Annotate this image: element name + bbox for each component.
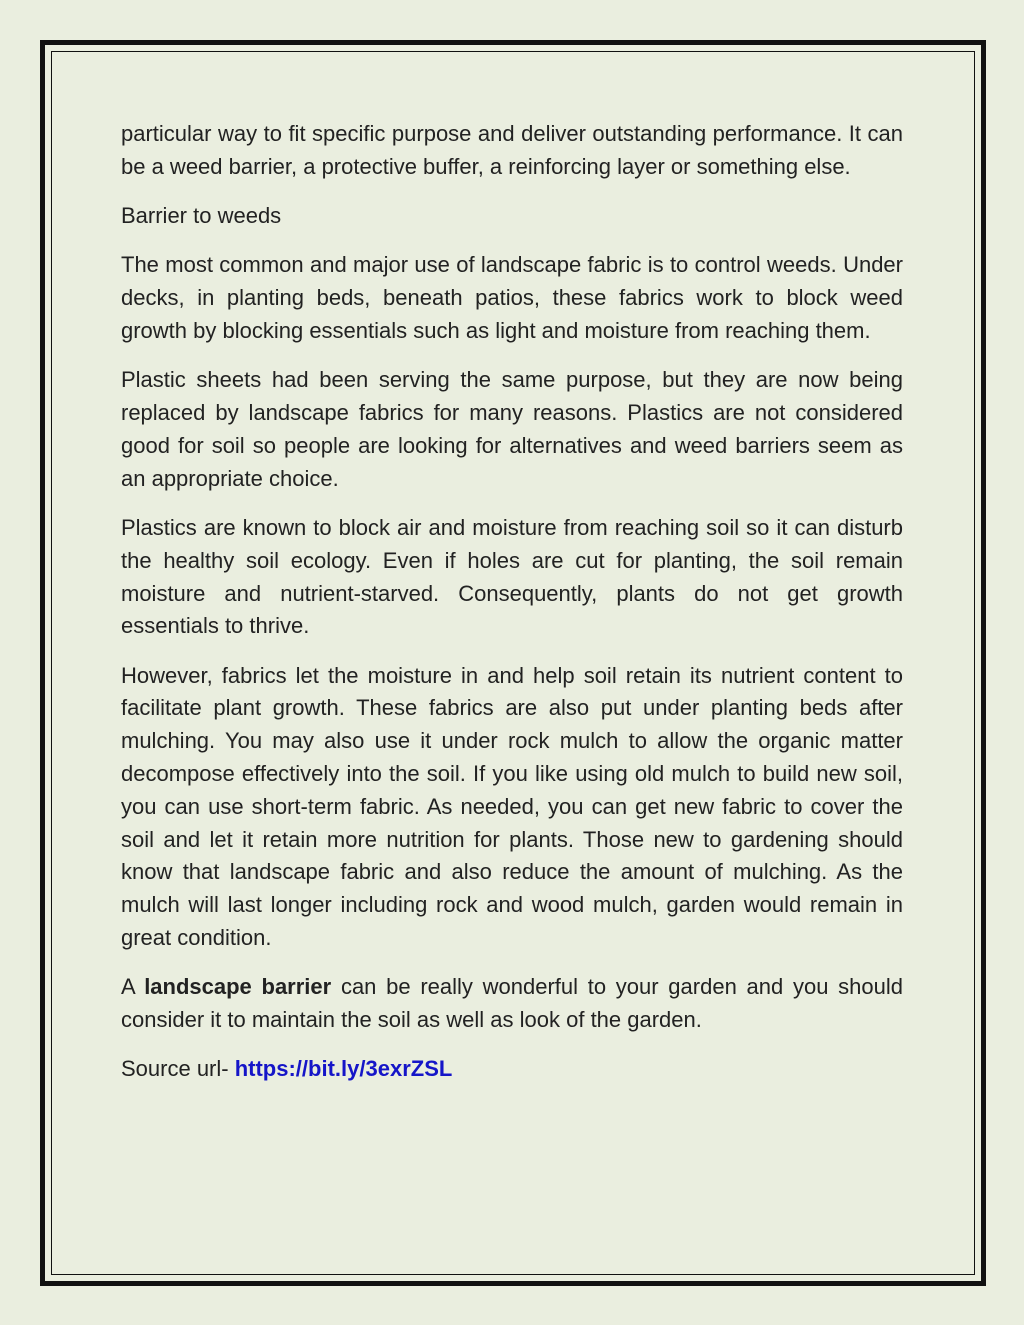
document-body bbox=[121, 118, 903, 1103]
paragraph-intro: particular way to fit specific purpose and deliver outstanding performance. It can be a weed barrier, a protective buffer, a reinforcing layer or something else. bbox=[121, 121, 903, 179]
closing-prefix: A bbox=[121, 974, 145, 1000]
paragraph-plastics-block: Plastics are known to block air and moisture from reaching soil so it can disturb the healthy soil ecology. Even if holes are cut for planting, the soil remain moisture and nutrient-starved. Consequently, plants do not get growth essentials to thrive. bbox=[121, 514, 903, 639]
paragraph-closing bbox=[121, 971, 903, 1037]
paragraph-plastic-sheets: Plastic sheets had been serving the same purpose, but they are now being replaced by landscape fabrics for many reasons. Plastics are not considered good for soil so people are looking for alternatives and weed barriers seem as an appropriate choice. bbox=[121, 367, 903, 491]
paragraph-weed-control: The most common and major use of landscape fabric is to control weeds. Under decks, in planting beds, beneath patios, these fabrics work to block weed growth by blocking essentials such as light and moisture from reaching them. bbox=[121, 252, 903, 343]
section-heading: Barrier to weeds bbox=[121, 203, 282, 229]
closing-suffix: can be really wonderful to your garden and you should consider it to maintain the soil as well as look of the garden. bbox=[121, 974, 903, 1033]
source-label: Source url- bbox=[121, 1056, 235, 1082]
closing-bold-term: landscape barrier bbox=[144, 974, 332, 1000]
source-line bbox=[121, 1053, 903, 1086]
paragraph-fabrics-benefits: However, fabrics let the moisture in and help soil retain its nutrient content to facilitate plant growth. These fabrics are also put under planting beds after mulching. You may also use it under rock mulch to allow the organic matter decompose effectively into the soil. If you like using old mulch to build new soil, you can use short-term fabric. As needed, you can get new fabric to cover the soil and let it retain more nutrition for plants. Those new to gardening should know that landscape fabric and also reduce the amount of mulching. As the mulch will last longer including rock and wood mulch, garden would remain in great condition. bbox=[121, 662, 903, 951]
source-link[interactable]: https://bit.ly/3exrZSL bbox=[234, 1056, 453, 1082]
